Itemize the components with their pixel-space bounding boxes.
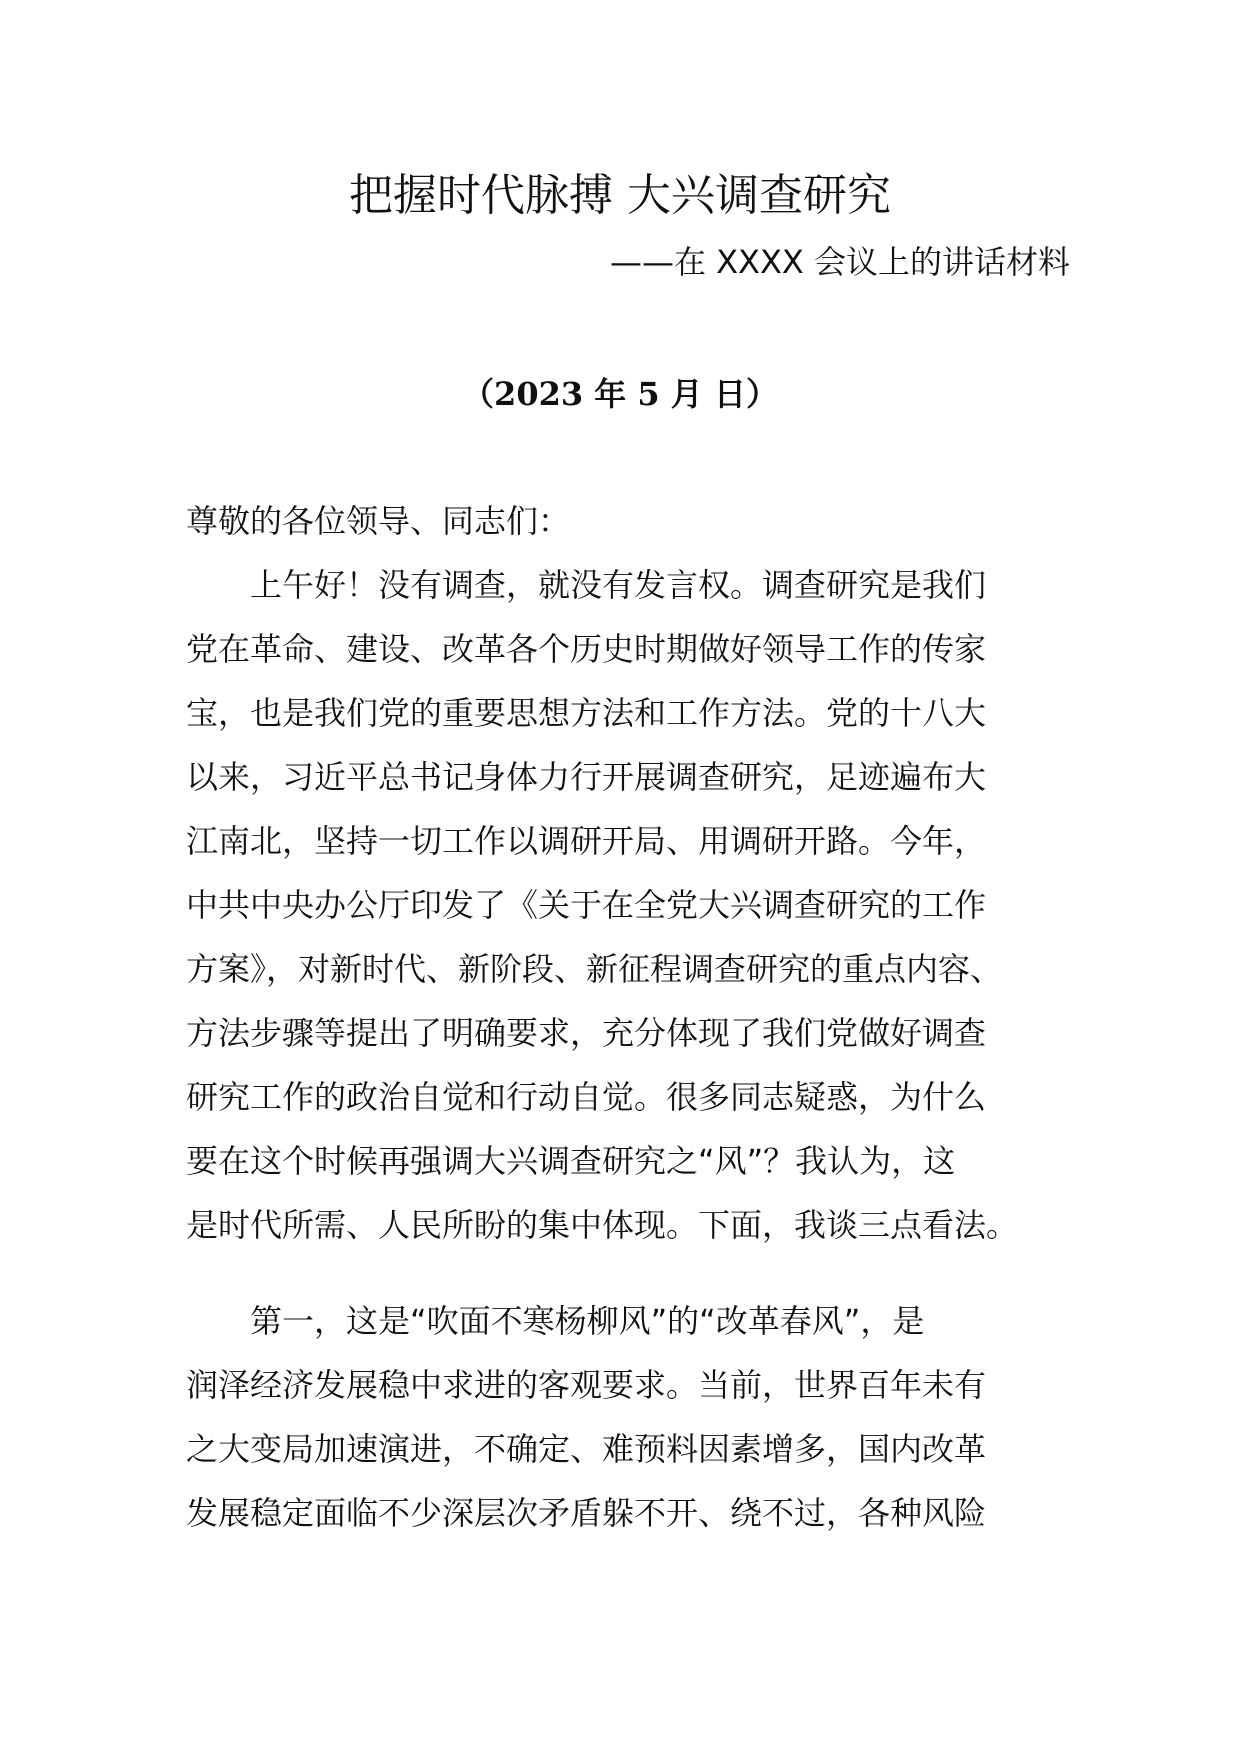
paragraph-1-line: 上午好！没有调查，就没有发言权。调查研究是我们 [186, 566, 987, 604]
paragraph-1-line: 党在革命、建设、改革各个历史时期做好领导工作的传家 [186, 630, 987, 668]
paragraph-1-line: 研究工作的政治自觉和行动自觉。很多同志疑惑，为什么 [186, 1078, 987, 1116]
paragraph-2-line: 发展稳定面临不少深层次矛盾躲不开、绕不过，各种风险 [186, 1494, 987, 1532]
paragraph-1-line: 以来，习近平总书记身体力行开展调查研究，足迹遍布大 [186, 758, 987, 796]
paragraph-2-line: 润泽经济发展稳中求进的客观要求。当前，世界百年未有 [186, 1366, 987, 1404]
paragraph-1-line: 要在这个时候再强调大兴调查研究之“风”？我认为，这 [186, 1142, 956, 1180]
paragraph-1-line: 方法步骤等提出了明确要求，充分体现了我们党做好调查 [186, 1014, 987, 1052]
paragraph-1-line: 方案》，对新时代、新阶段、新征程调查研究的重点内容、 [186, 950, 1003, 988]
paragraph-1-line: 是时代所需、人民所盼的集中体现。下面，我谈三点看法。 [186, 1206, 1019, 1244]
paragraph-1-line: 江南北，坚持一切工作以调研开局、用调研开路。今年， [186, 822, 987, 860]
document-title: 把握时代脉搏 大兴调查研究 [349, 170, 891, 221]
salutation: 尊敬的各位领导、同志们： [186, 502, 571, 540]
paragraph-1-line: 中共中央办公厅印发了《关于在全党大兴调查研究的工作 [186, 886, 987, 924]
paragraph-2-line: 第一，这是“吹面不寒杨柳风”的“改革春风”，是 [186, 1302, 925, 1340]
paragraph-2-line: 之大变局加速演进，不确定、难预料因素增多，国内改革 [186, 1430, 987, 1468]
document-date: （2023 年 5 月 日） [462, 375, 778, 413]
document-subtitle: ——在 XXXX 会议上的讲话材料 [609, 243, 1070, 281]
paragraph-1-line: 宝，也是我们党的重要思想方法和工作方法。党的十八大 [186, 694, 987, 732]
